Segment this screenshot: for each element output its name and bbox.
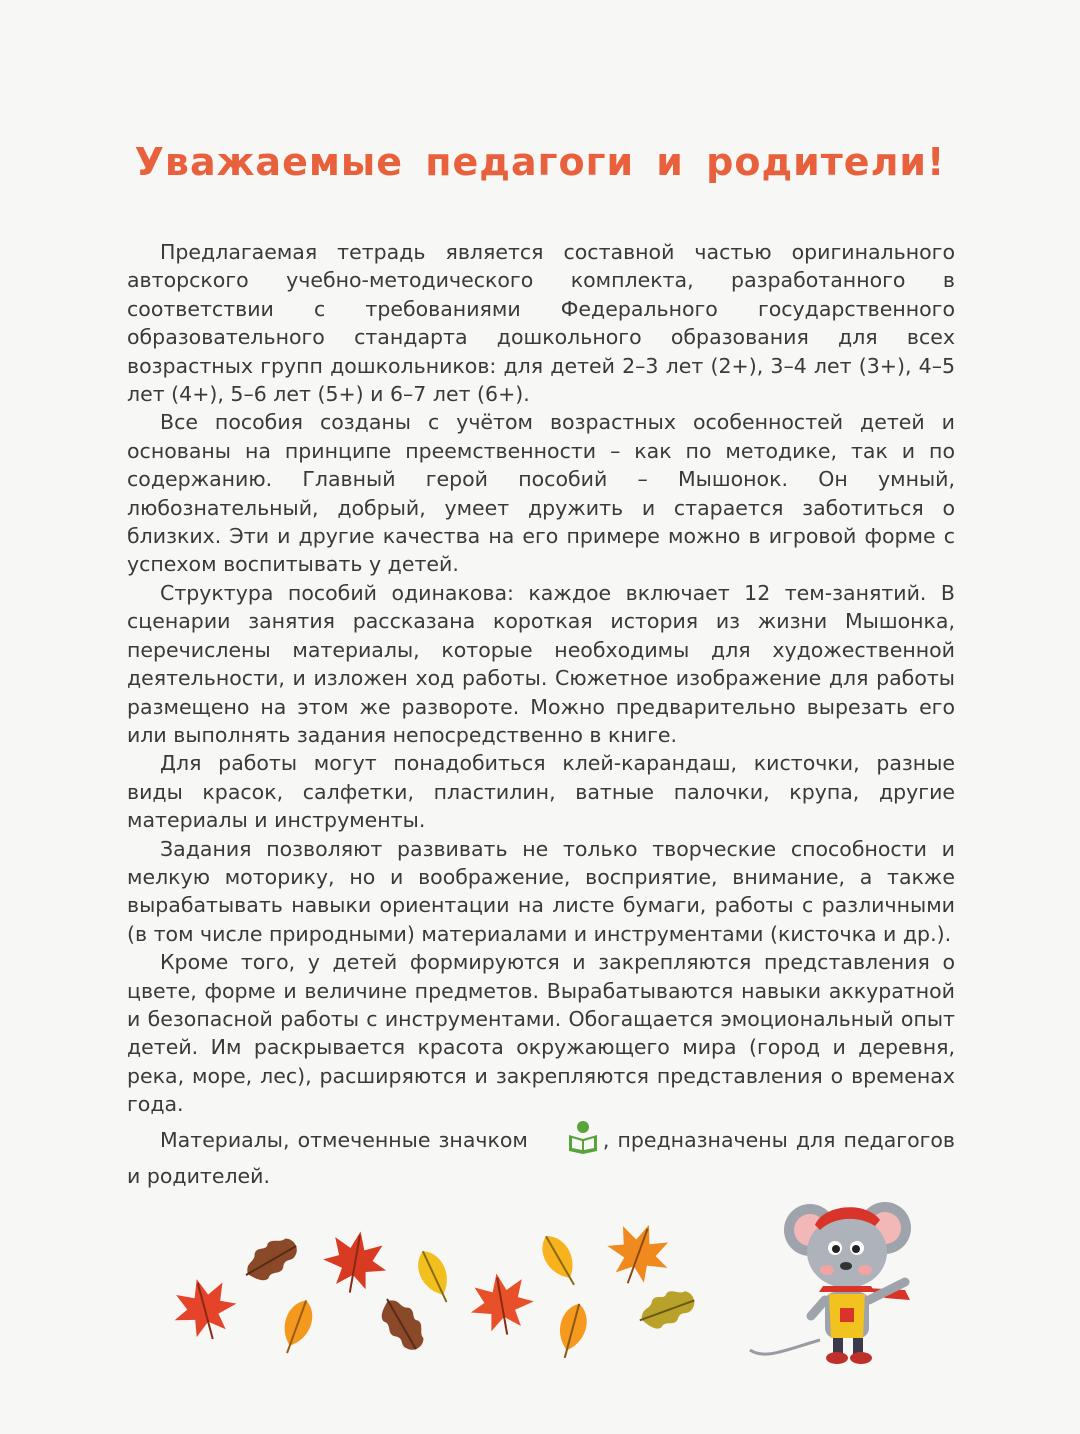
paragraph-3: Структура пособий одинакова: каждое включает 12 тем-занятий. В сценарии занятия рассказана короткая история из жизни Мышонка, перечислены материалы, которые необходимы для художественной деятельности, и изложен ход работы. Сюжетное изображение для работы размещено на этом же развороте. Можно предварительно вырезать его или выполнять задания непосредственно в книге.	[127, 580, 955, 747]
paragraph-2: Все пособия созданы с учётом возрастных особенностей детей и основаны на принципе преемственности – как по методике, так и по содержанию. Главный герой пособий – Мышонок. Он умный, любознательный, добрый, умеет дружить и старается заботиться о близких. Эти и другие качества на его примере можно в игровой форме с успехом воспитывать у детей.	[127, 410, 955, 577]
birch-leaf	[552, 1301, 591, 1362]
oak-leaf	[634, 1284, 699, 1333]
autumn-leaves-illustration	[160, 1215, 720, 1365]
paragraph-4: Для работы могут понадобиться клей-карандаш, кисточки, разные виды красок, салфетки, пластилин, ватные палочки, крупа, другие материалы и инструменты.	[127, 751, 955, 833]
oak-leaf	[375, 1291, 431, 1357]
page-title: Уважаемые педагоги и родители!	[134, 140, 946, 184]
paragraph-6: Кроме того, у детей формируются и закрепляются представления о цвете, форме и величине предметов. Вырабатываются навыки аккуратной и безопасной работы с инструментами. Обогащается эмоциональный опыт детей. Им раскрывается красота окружающего мира (город и деревня, река, море, лес), расширяются и закрепляются представления о временах года.	[127, 950, 955, 1117]
maple-leaf	[465, 1268, 539, 1340]
oak-leaf	[238, 1231, 304, 1287]
paragraph-1: Предлагаемая тетрадь является составной частью оригинального авторского учебно-методического комплекта, разработанного в соответствии с требованиями Федерального государственного образовательного стандарта дошкольного образования для всех возрастных групп дошкольников: для детей 2–3 лет (2+), 3–4 лет (3+), 4–5 лет (4+), 5–6 лет (5+) и 6–7 лет (6+).	[127, 240, 955, 407]
birch-leaf	[411, 1246, 458, 1308]
maple-leaf	[318, 1226, 392, 1298]
paragraph-7-start: Материалы, отмеченные значком	[160, 1127, 528, 1152]
birch-leaf	[275, 1296, 318, 1357]
mouse-character-illustration	[745, 1190, 945, 1380]
book-reader-icon	[532, 1119, 601, 1162]
paragraph-5: Задания позволяют развивать не только творческие способности и мелкую моторику, но и воображение, восприятие, внимание, а также вырабатывать навыки ориентации на листе бумаги, работы с различными (в том числе природными) материалами и инструментами (кисточка и др.).	[127, 836, 955, 946]
paragraph-7	[127, 1119, 955, 1191]
paragraph-7-end: , предназначены для педагогов и родителей.	[127, 1127, 956, 1188]
birch-leaf	[535, 1230, 585, 1291]
body-text	[127, 238, 955, 1190]
maple-leaf	[166, 1271, 244, 1347]
maple-leaf	[598, 1215, 679, 1294]
